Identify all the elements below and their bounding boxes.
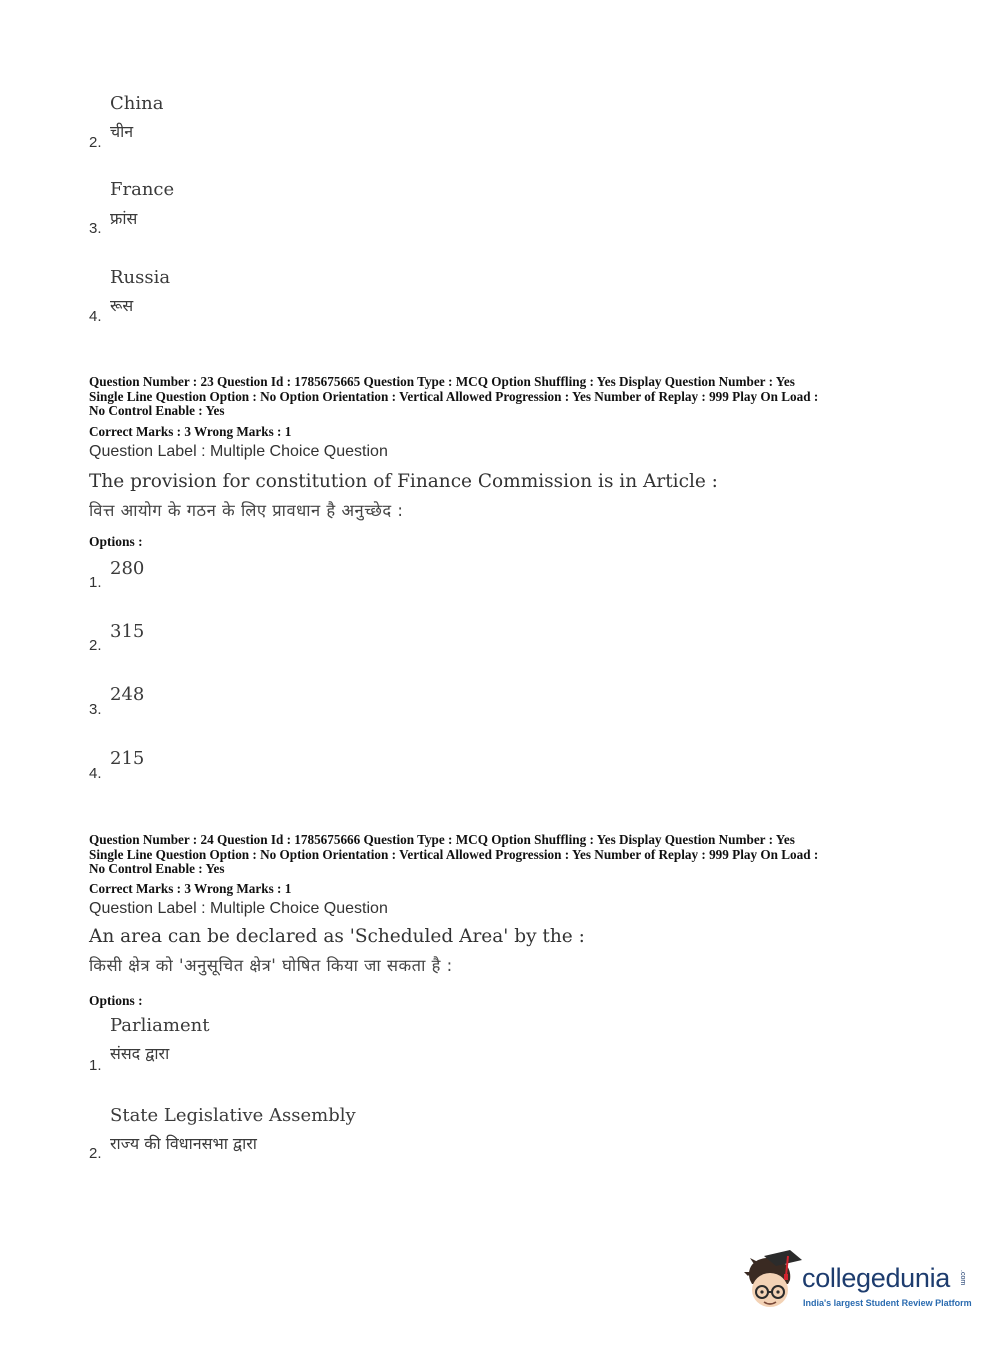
option-label-en: Russia	[110, 267, 171, 288]
question-meta: Question Number : 23 Question Id : 1785675665 Question Type : MCQ Option Shuffling : Yes Display Question Number : Yes Single Line Question Option : No Option Orientation : Vertical Allowed Progression : Yes Number of Replay : 999 Play On Load : No Control Enable : Yes	[89, 374, 819, 418]
option-value: 215	[110, 748, 145, 769]
option-number: 2.	[89, 637, 102, 654]
option-number: 4.	[89, 308, 102, 325]
option-label-hi: फ्रांस	[110, 209, 138, 228]
option-label-en: China	[110, 93, 164, 114]
option-label-hi: रूस	[110, 296, 134, 315]
question-text-en: An area can be declared as 'Scheduled Area' by the :	[89, 926, 585, 947]
option-label-hi: संसद द्वारा	[110, 1044, 170, 1063]
option-value: 248	[110, 684, 145, 705]
question-text-hi: किसी क्षेत्र को 'अनुसूचित क्षेत्र' घोषित किया जा सकता है :	[89, 956, 453, 975]
option-number: 4.	[89, 765, 102, 782]
question-text-en: The provision for constitution of Finance Commission is in Article :	[89, 471, 718, 492]
brand-domain: .com	[959, 1270, 966, 1286]
option-number: 1.	[89, 1057, 102, 1074]
options-header: Options :	[89, 993, 143, 1008]
option-value: 280	[110, 558, 145, 579]
option-label-hi: चीन	[110, 122, 134, 141]
option-number: 2.	[89, 134, 102, 151]
question-text-hi: वित्त आयोग के गठन के लिए प्रावधान है अनुच्छेद :	[89, 501, 404, 520]
collegedunia-logo	[742, 1250, 972, 1320]
option-label-en: State Legislative Assembly	[110, 1105, 356, 1126]
option-number: 1.	[89, 574, 102, 591]
brand-name: collegedunia	[802, 1263, 951, 1293]
option-label-en: France	[110, 179, 175, 200]
question-label: Question Label : Multiple Choice Question	[89, 900, 388, 917]
option-number: 2.	[89, 1145, 102, 1162]
question-marks: Correct Marks : 3 Wrong Marks : 1	[89, 424, 292, 439]
brand-tagline: India's largest Student Review Platform	[803, 1298, 972, 1308]
question-label: Question Label : Multiple Choice Question	[89, 443, 388, 460]
option-number: 3.	[89, 701, 102, 718]
question-marks: Correct Marks : 3 Wrong Marks : 1	[89, 881, 292, 896]
option-label-en: Parliament	[110, 1015, 210, 1036]
option-label-hi: राज्य की विधानसभा द्वारा	[110, 1134, 257, 1153]
options-header: Options :	[89, 534, 143, 549]
student-mascot-icon	[742, 1250, 804, 1316]
option-number: 3.	[89, 220, 102, 237]
option-value: 315	[110, 621, 145, 642]
question-meta: Question Number : 24 Question Id : 1785675666 Question Type : MCQ Option Shuffling : Yes Display Question Number : Yes Single Line Question Option : No Option Orientation : Vertical Allowed Progression : Yes Number of Replay : 999 Play On Load : No Control Enable : Yes	[89, 832, 819, 876]
